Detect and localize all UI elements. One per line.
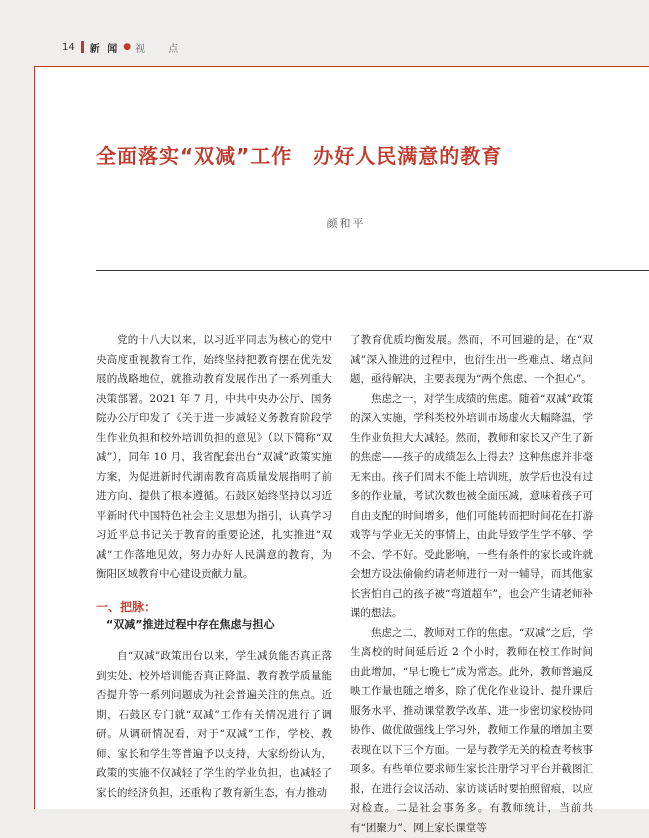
title-divider: [96, 270, 649, 271]
body-paragraph: 焦虑之一，对学生成绩的焦虑。随着“双减”政策的深入实施，学科类校外培训市场虚火大幅降温，学生作业负担大大减轻。然而，教师和家长又产生了新的焦虑——孩子的成绩怎么上得去？这种焦虑并非毫无来由。孩子们周末不能上培训班，放学后也没有过多的作业量，考试次数也被全面压减，意味着孩子可自由支配的时间增多，他们可能转而把时间花在打游戏等与学业无关的事情上，由此导致学生学不够、学不会、学不好。受此影响，一些有条件的家长或许就会想方设法偷偷约请老师进行一对一辅导，而其他家长害怕自己的孩子被“弯道超车”，也会产生请老师补课的想法。: [350, 390, 593, 624]
column-2: [350, 331, 593, 838]
body-paragraph: 焦虑之二，教师对工作的焦虑。“双减”之后，学生离校的时间延后近 2 个小时，教师在校工作时间由此增加，“早七晚七”成为常态。此外，教师普遍反映工作量也随之增多，除了优化作业设计、提升课后服务水平、推动课堂教学改革、进一步密切家校协同协作、做优做强线上学习外，教师工作量的增加主要表现在以下三个方面。一是与教学无关的检查考核事项多。有些单位要求师生家长注册学习平台并截图汇报，在进行会议活动、家访谈话时要拍照留痕，以应对检查。二是社会事务多。有教师统计，当前共有“团聚力”、网上家长课堂等: [350, 624, 593, 838]
bullet-dot-icon: ●: [123, 42, 131, 52]
section-heading: [96, 598, 336, 634]
section-1-subheading: “双减”推进过程中存在焦虑与担心: [96, 616, 336, 634]
body-paragraph: 了教育优质均衡发展。然而，不可回避的是，在“双减”深入推进的过程中，也衍生出一些难点、堵点问题，亟待解决，主要表现为“两个焦虑、一个担心”。: [350, 331, 593, 390]
section-name: 新 闻: [90, 40, 119, 55]
body-paragraph: 自“双减”政策出台以来，学生减负能否真正落到实处、校外培训能否真正降温、教育教学质量能否提升等一系列问题成为社会普遍关注的焦点。近期，石鼓区专门就“双减”工作有关情况进行了调研。从调研情况看，对于“双减”工作，学校、教师、家长和学生等普遍予以支持，大家纷纷认为，政策的实施不仅减轻了学生的学业负担，也减轻了家长的经济负担，还重构了教育新生态，有力推动: [96, 647, 332, 803]
page-number: 14: [62, 42, 75, 53]
article-author: 颜和平: [96, 215, 596, 231]
section-1-heading: 一、把脉：: [96, 598, 336, 616]
intro-paragraph: 党的十八大以来，以习近平同志为核心的党中央高度重视教育工作，始终坚持把教育摆在优先发展的战略地位，就推动教育发展作出了一系列重大决策部署。2021 年 7 月，中共中央办公厅、国务院办公厅印发了《关于进一步减轻义务教育阶段学生作业负担和校外培训负担的意见》（以下简称“双减”），同年 10 月，我省配套出台“双减”政策实施方案，为促进新时代湖南教育高质量发展指明了前进方向、提供了根本遵循。石鼓区始终坚持以习近平新时代中国特色社会主义思想为指引，认真学习习近平总书记关于教育的重要论述，扎实推进“双减”工作落地见效，努力办好人民满意的教育，为衡阳区域教育中心建设贡献力量。: [96, 331, 332, 585]
subsection-name: 视 点: [135, 40, 188, 55]
article-title: 全面落实“双减”工作 办好人民满意的教育: [96, 140, 596, 169]
column-1-section-body: [96, 647, 332, 803]
header-accent-bar: [81, 41, 84, 53]
column-1-intro: [96, 331, 332, 585]
running-header: [62, 40, 188, 54]
